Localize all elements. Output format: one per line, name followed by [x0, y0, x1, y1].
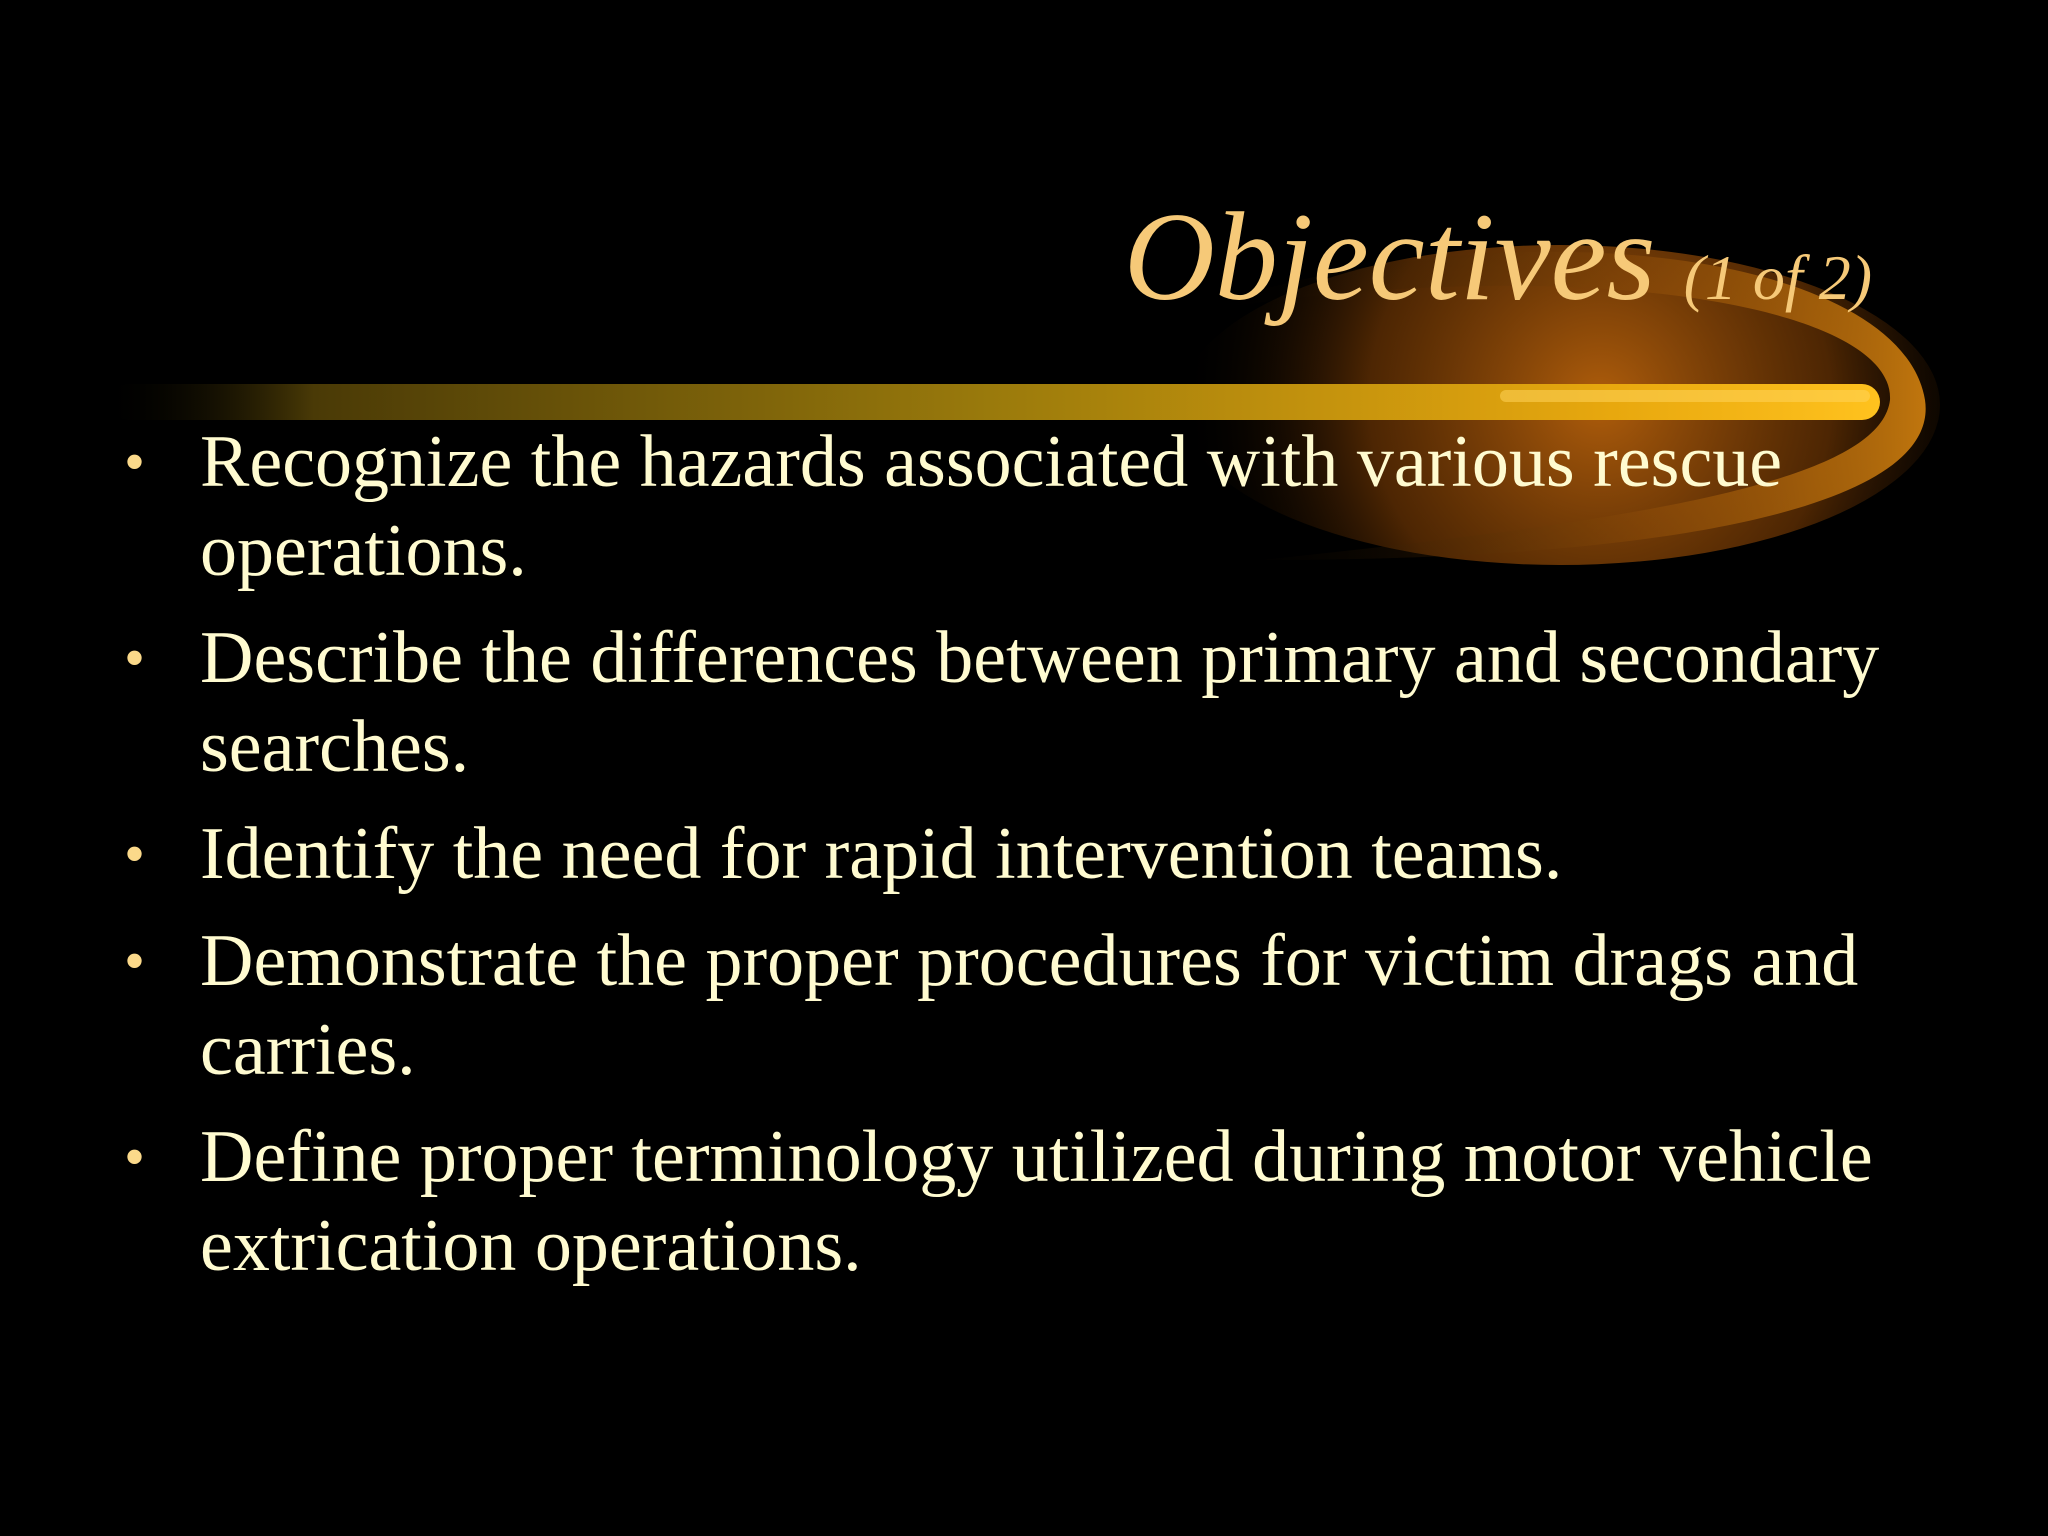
bullet-text: Recognize the hazards associated with various rescue operations.: [200, 421, 1783, 592]
bullet-icon: •: [124, 928, 146, 994]
bullet-text: Identify the need for rapid intervention teams.: [200, 813, 1563, 895]
bullet-icon: •: [124, 1124, 146, 1190]
bullet-icon: •: [124, 821, 146, 887]
list-item: [124, 418, 1974, 596]
bullet-icon: •: [124, 429, 146, 495]
bullet-text: Describe the differences between primary and secondary searches.: [200, 617, 1880, 788]
bullet-text: Define proper terminology utilized during motor vehicle extrication operations.: [200, 1116, 1873, 1287]
title-main: Objectives: [1123, 188, 1656, 327]
bullet-text: Demonstrate the proper procedures for victim drags and carries.: [200, 920, 1859, 1091]
slide-title: [1123, 188, 1872, 327]
objectives-list: [124, 418, 1974, 1309]
list-item: [124, 614, 1974, 792]
list-item: [124, 917, 1974, 1095]
bullet-icon: •: [124, 625, 146, 691]
list-item: [124, 1113, 1974, 1291]
list-item: [124, 810, 1974, 899]
title-page-indicator: (1 of 2): [1683, 242, 1872, 313]
